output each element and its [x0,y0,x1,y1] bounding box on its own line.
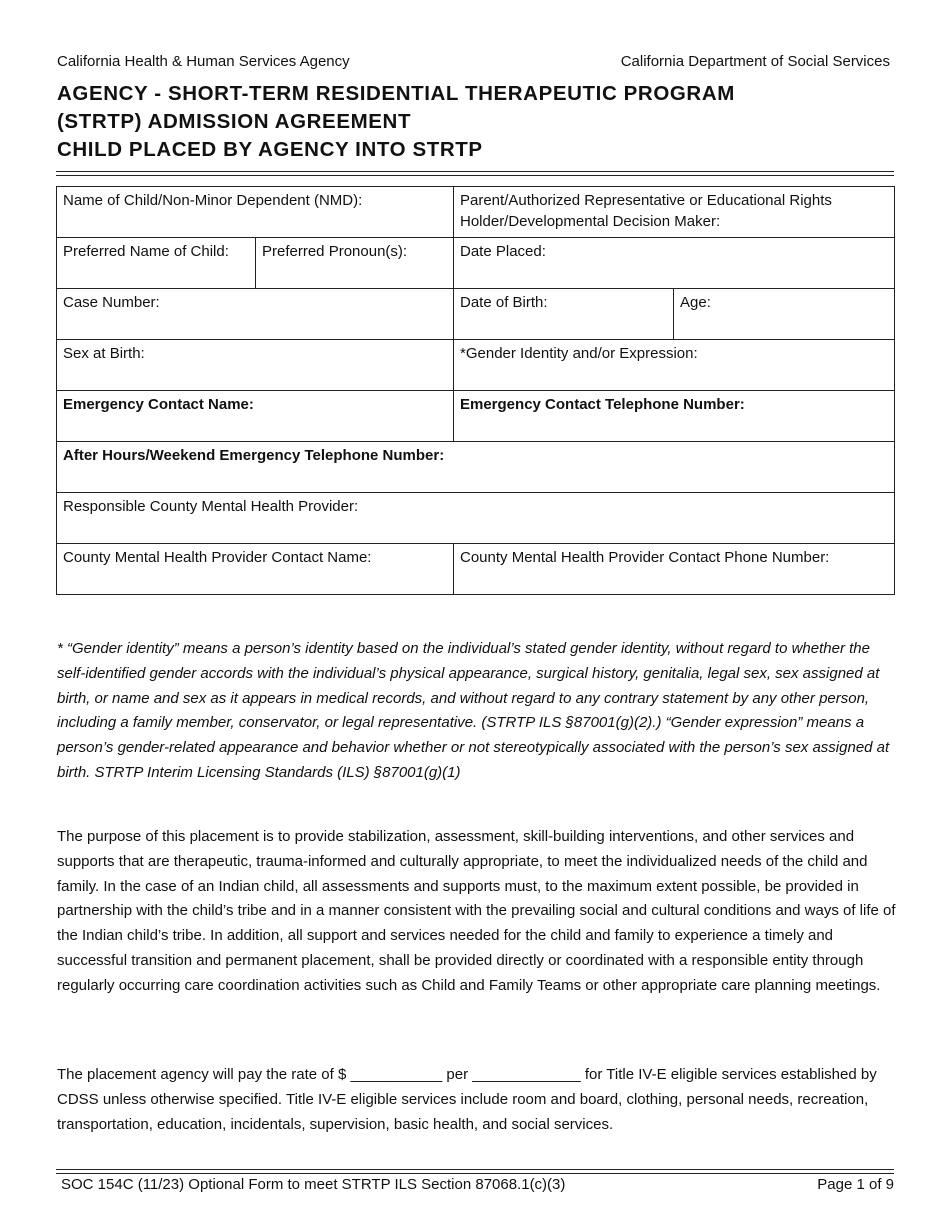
rate-paragraph: The placement agency will pay the rate of $ ___________ per _____________ for Title IV-E eligible services established by CDSS unless otherwise specified. Title IV-E eligible services include room and board, clothing, personal needs, recreation, transportation, education, incidentals, supervision, basic health, and social services. [57,1066,877,1133]
date-placed-field[interactable]: Date Placed: [454,238,895,289]
age-field[interactable]: Age: [674,289,895,340]
mh-contact-name-field[interactable]: County Mental Health Provider Contact Name: [57,544,454,595]
form-title [57,80,897,164]
title-rule [56,171,894,172]
title-line-3: CHILD PLACED BY AGENCY INTO STRTP [57,138,483,161]
child-name-field[interactable]: Name of Child/Non-Minor Dependent (NMD): [57,187,454,238]
sex-at-birth-field[interactable]: Sex at Birth: [57,340,454,391]
department-name: California Department of Social Services [620,53,890,70]
mh-contact-phone-field[interactable]: County Mental Health Provider Contact Phone Number: [454,544,895,595]
footer-rule [56,1169,894,1170]
title-rule [56,175,894,176]
after-hours-phone-field[interactable]: After Hours/Weekend Emergency Telephone Number: [57,442,895,493]
case-number-field[interactable]: Case Number: [57,289,454,340]
admission-info-table [56,186,895,595]
emergency-contact-phone-field[interactable]: Emergency Contact Telephone Number: [454,391,895,442]
footer-rule [56,1173,894,1174]
parent-representative-field[interactable]: Parent/Authorized Representative or Educational Rights Holder/Developmental Decision Maker: [454,187,895,238]
date-of-birth-field[interactable]: Date of Birth: [454,289,674,340]
agency-name: California Health & Human Services Agency [57,53,350,70]
purpose-paragraph: The purpose of this placement is to provide stabilization, assessment, skill-building interventions, and other services and supports that are therapeutic, trauma-informed and culturally appropriate, to meet the individualized needs of the child and family. In the case of an Indian child, all assessments and supports must, to the maximum extent possible, be provided in partnership with the child’s tribe and in a manner consistent with the prevailing social and cultural conditions and ways of life of the Indian child’s tribe. In addition, all support and services needed for the child and family to experience a timely and successful transition and permanent placement, shall be provided directly or coordinated with a responsible entity through regularly occurring care coordination activities such as Child and Family Teams or other appropriate care planning meetings. [57,828,896,994]
title-line-2: (STRTP) ADMISSION AGREEMENT [57,110,412,133]
emergency-contact-name-field[interactable]: Emergency Contact Name: [57,391,454,442]
gender-identity-field[interactable]: *Gender Identity and/or Expression: [454,340,895,391]
preferred-pronouns-field[interactable]: Preferred Pronoun(s): [256,238,454,289]
page-number: Page 1 of 9 [817,1176,894,1193]
mental-health-provider-field[interactable]: Responsible County Mental Health Provider: [57,493,895,544]
form-identifier: SOC 154C (11/23) Optional Form to meet STRTP ILS Section 87068.1(c)(3) [61,1176,566,1193]
gender-identity-footnote: * “Gender identity” means a person’s identity based on the individual’s stated gender identity, without regard to whether the self-identified gender accords with the individual’s physical appearance, surgical history, genitalia, legal sex, sex assigned at birth, or name and sex as it appears in medical records, and without regard to any contrary statement by any other person, including a family member, conservator, or legal representative. (STRTP ILS §87001(g)(2).) “Gender expression” means a person’s gender-related appearance and behavior whether or not stereotypically associated with the person’s sex assigned at birth. STRTP Interim Licensing Standards (ILS) §87001(g)(1) [57,640,890,781]
preferred-name-field[interactable]: Preferred Name of Child: [57,238,256,289]
title-line-1: AGENCY - SHORT-TERM RESIDENTIAL THERAPEUTIC PROGRAM [57,82,735,105]
